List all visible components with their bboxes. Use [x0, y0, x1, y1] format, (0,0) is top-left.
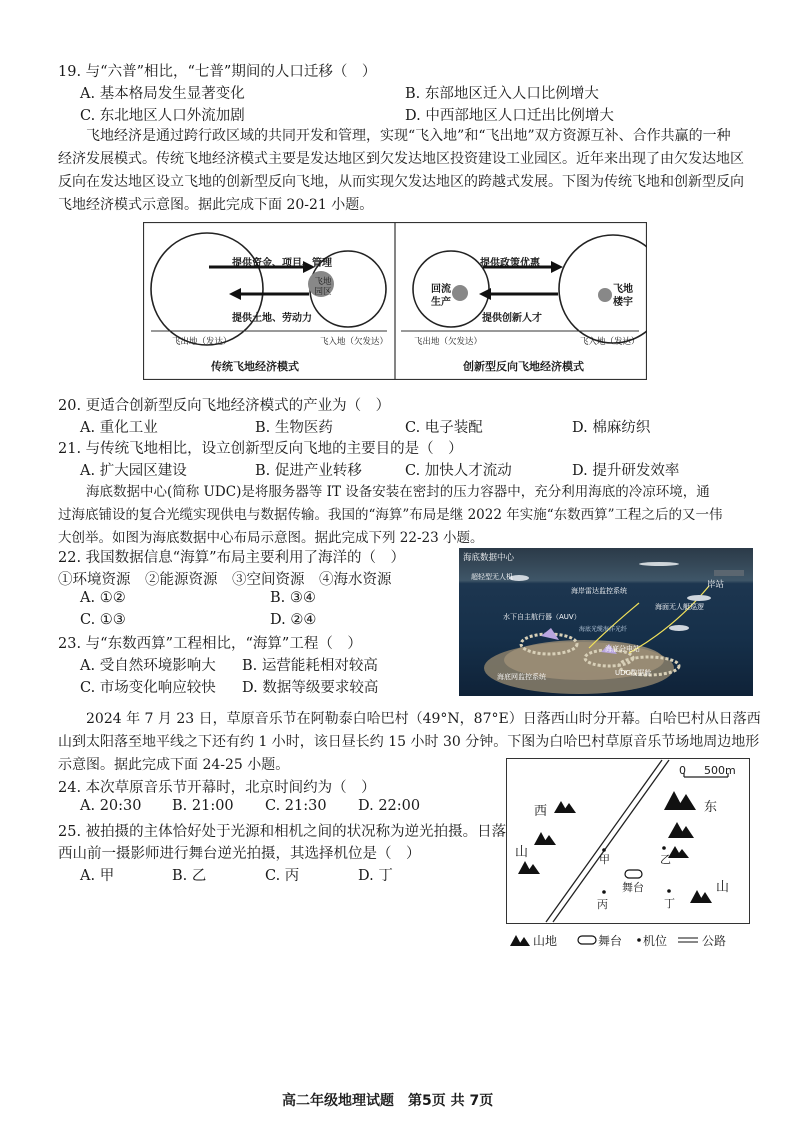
q22-option-a[interactable]: A. ①② [80, 590, 126, 606]
flying-land-figure [143, 222, 647, 380]
right-building-label-2: 楼宇 [613, 297, 633, 308]
udc-label-cabin: UDC数据舱 [615, 669, 652, 677]
q22-option-c[interactable]: C. ①③ [80, 612, 126, 628]
passage-flying-line3: 反向在发达地区设立飞地的创新型反向飞地，从而实现欠发达地区的跨越式发展。下图为传统飞地和创新型反向 [58, 174, 744, 190]
q21-stem: 21. 与传统飞地相比，设立创新型反向飞地的主要目的是（ ） [58, 441, 463, 457]
passage-music-line3: 示意图。据此完成下面 24-25 小题。 [58, 757, 290, 773]
udc-label-station: 岸站 [707, 580, 725, 590]
passage-flying-line1: 飞地经济是通过跨行政区域的共同开发和管理，实现“飞入地”和“飞出地”双方资源互补、合作共赢的一种 [86, 128, 731, 144]
q21-option-d[interactable]: D. 提升研发效率 [572, 463, 680, 479]
map-stage-label: 舞台 [622, 881, 644, 894]
stage-icon [625, 870, 642, 878]
passage-music-line2: 山到太阳落至地平线之下还有约 1 小时，该日昼长约 15 小时 30 分钟。下图为白哈巴村草原音乐节场地周边地形 [58, 734, 760, 750]
scale-zero: 0 [679, 764, 686, 777]
map-west-1: 西 [534, 804, 548, 819]
camera-bing [602, 890, 606, 894]
q25-option-b[interactable]: B. 乙 [172, 868, 207, 884]
right-return-label-2: 生产 [431, 297, 451, 308]
q19-option-b[interactable]: B. 东部地区迁入人口比例增大 [405, 86, 599, 102]
right-in-label: 飞入地（发达） [580, 337, 640, 347]
q24-option-d[interactable]: D. 22:00 [358, 798, 421, 814]
q20-stem: 20. 更适合创新型反向飞地经济模式的产业为（ ） [58, 398, 391, 414]
q25-option-a[interactable]: A. 甲 [80, 868, 115, 884]
legend-mountain: 山地 [533, 934, 558, 948]
map-yi: 乙 [660, 853, 671, 866]
left-park-label: 飞地园区 [314, 277, 332, 297]
map-east-2: 山 [716, 880, 730, 895]
q22-option-b[interactable]: B. ③④ [270, 590, 316, 606]
udc-label-patrol: 海面无人艇巡逻 [655, 603, 704, 611]
passage-music-line1: 2024 年 7 月 23 日，草原音乐节在阿勒泰白哈巴村（49°N，87°E）日落西山时分开幕。白哈巴村从日落西 [86, 711, 761, 727]
q23-option-a[interactable]: A. 受自然环境影响大 [80, 658, 216, 674]
q24-option-b[interactable]: B. 21:00 [172, 798, 234, 814]
q22-option-d[interactable]: D. ②④ [270, 612, 317, 628]
right-building-label-1: 飞地 [613, 284, 633, 295]
right-caption: 创新型反向飞地经济模式 [463, 360, 584, 373]
left-top-arrow-label: 提供资金、项目、管理 [232, 258, 332, 269]
q20-option-c[interactable]: C. 电子装配 [405, 420, 483, 436]
passage-flying-line2: 经济发展模式。传统飞地经济模式主要是发达地区到欠发达地区投资建设工业园区。近年来出现了由欠发达地区 [58, 151, 744, 167]
q23-stem: 23. 与“东数西算”工程相比，“海算”工程（ ） [58, 636, 362, 652]
q24-option-a[interactable]: A. 20:30 [80, 798, 142, 814]
terrain-map [506, 758, 750, 924]
map-bing: 丙 [597, 898, 608, 911]
passage-flying-line4: 飞地经济模式示意图。据此完成下面 20-21 小题。 [58, 197, 374, 213]
legend-stage: 舞台 [598, 934, 623, 948]
left-bottom-arrow-label: 提供土地、劳动力 [232, 313, 312, 324]
q21-option-a[interactable]: A. 扩大园区建设 [80, 463, 187, 479]
q19-option-a[interactable]: A. 基本格局发生显著变化 [80, 86, 245, 102]
udc-label-monitor: 海底网监控系统 [497, 673, 546, 681]
left-out-label: 飞出地（发达） [172, 337, 232, 347]
q19-stem: 19. 与“六普”相比，“七普”期间的人口迁移（ ） [58, 64, 377, 80]
udc-label-radar: 海岸雷达监控系统 [571, 587, 627, 595]
udc-label-cable: 海底光缆海洋光纤 [579, 626, 628, 633]
map-west-2: 山 [515, 845, 529, 860]
q22-choices: ①环境资源 ②能源资源 ③空间资源 ④海水资源 [58, 572, 392, 588]
q25-stem-line1: 25. 被拍摄的主体恰好处于光源和相机之间的状况称为逆光拍摄。日落 [58, 824, 507, 840]
right-out-label: 飞出地（欠发达） [414, 337, 483, 347]
q25-stem-line2: 西山前一摄影师进行舞台逆光拍摄，其选择机位是（ ） [58, 846, 421, 862]
q19-option-c[interactable]: C. 东北地区人口外流加剧 [80, 108, 245, 124]
scale-value: 500m [704, 764, 736, 777]
q23-option-b[interactable]: B. 运营能耗相对较高 [242, 658, 378, 674]
q25-option-c[interactable]: C. 丙 [265, 868, 300, 884]
q23-option-d[interactable]: D. 数据等级要求较高 [242, 680, 379, 696]
left-in-label: 飞入地（欠发达） [320, 337, 389, 347]
q20-option-a[interactable]: A. 重化工业 [80, 420, 158, 436]
left-caption: 传统飞地经济模式 [211, 360, 299, 373]
q22-stem: 22. 我国数据信息“海算”布局主要利用了海洋的（ ） [58, 550, 405, 566]
passage-udc-line1: 海底数据中心(简称 UDC)是将服务器等 IT 设备安装在密封的压力容器中，充分利用海底的冷凉环境，通 [86, 484, 710, 500]
udc-figure [459, 548, 753, 696]
q21-option-c[interactable]: C. 加快人才流动 [405, 463, 512, 479]
udc-label-substation: 海底分电站 [605, 645, 640, 653]
right-bottom-arrow-label: 提供创新人才 [482, 313, 542, 324]
page-footer: 高二年级地理试题 第5页 共 7页 [282, 1093, 494, 1109]
q19-option-d[interactable]: D. 中西部地区人口迁出比例增大 [405, 108, 614, 124]
legend-camera: 机位 [643, 934, 668, 948]
passage-udc-line3: 大创举。如图为海底数据中心布局示意图。据此完成下列 22-23 小题。 [58, 530, 484, 546]
q20-option-b[interactable]: B. 生物医药 [255, 420, 333, 436]
udc-label-title: 海底数据中心 [463, 553, 515, 563]
map-ding: 丁 [664, 897, 675, 910]
right-top-arrow-label: 提供政策优惠 [480, 258, 540, 269]
q25-option-d[interactable]: D. 丁 [358, 868, 393, 884]
right-return-dot [452, 285, 468, 301]
q24-stem: 24. 本次草原音乐节开幕时，北京时间约为（ ） [58, 780, 376, 796]
q24-option-c[interactable]: C. 21:30 [265, 798, 327, 814]
right-return-label-1: 回流 [431, 284, 451, 295]
camera-yi [662, 846, 666, 850]
udc-label-auv: 水下自主航行器（AUV） [503, 613, 581, 621]
q21-option-b[interactable]: B. 促进产业转移 [255, 463, 362, 479]
passage-udc-line2: 过海底铺设的复合光缆实现供电与数据传输。我国的“海算”布局是继 2022 年实施“东数西算”工程之后的又一伟 [58, 507, 723, 523]
q23-option-c[interactable]: C. 市场变化响应较快 [80, 680, 216, 696]
camera-ding [667, 889, 671, 893]
udc-label-drone: 超轻型无人机 [471, 573, 513, 581]
map-jia: 甲 [599, 853, 610, 866]
map-east-1: 东 [704, 800, 718, 815]
legend-road: 公路 [702, 934, 727, 948]
q20-option-d[interactable]: D. 棉麻纺织 [572, 420, 651, 436]
right-building-dot [598, 288, 612, 302]
